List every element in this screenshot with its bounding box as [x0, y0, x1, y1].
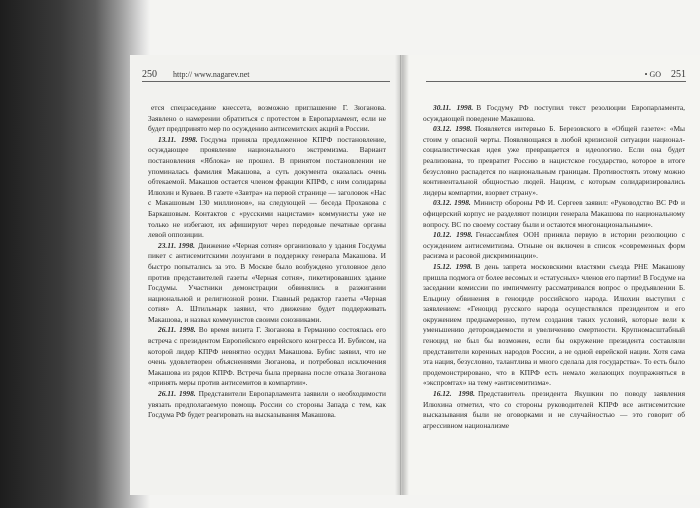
entry-date: 10.12. 1998. — [433, 230, 473, 240]
right-header-rule — [426, 81, 686, 82]
entry-date: 15.12. 1998. — [433, 261, 473, 271]
entry-date: 03.12. 1998. — [433, 124, 472, 134]
left-page-url: http:// www.nagarev.net — [173, 70, 250, 79]
entry-date: 13.11. 1998. — [158, 134, 198, 144]
left-page — [130, 55, 401, 495]
right-page-number: 251 — [671, 69, 686, 80]
paragraph: 03.12. 1998. Появляется интервью Б. Березовского в «Общей газете»: «Мы стоим у опасной черты. Появляющаяся в любой кризисной ситуации национал-социалистическая идея уже превращается в идеологию. Если она будет реализована, то превратит Россию в нацистское государство, которое в итоге безусловно распадется по национальным границам. Противостоять этому можно континентальной общностью людей. Нацизм, с которым солидаризировались лидеры компартии, взорвет страну». — [423, 124, 685, 197]
left-page-number: 250 — [142, 69, 157, 80]
paragraph: 03.12. 1998. Министр обороны РФ И. Сергеев заявил: «Руководство ВС РФ и офицерский корпус не разделяют позиции генерала Макашова по национальному вопросу. ВС по своему составу были и остаются многонациональными». — [423, 198, 685, 229]
entry-date: 16.12. 1998. — [433, 389, 475, 399]
entry-date: 26.11. 1998. — [158, 325, 196, 335]
paragraph: ется спецзаседание кнессета, возможно приглашение Г. Зюганова. Заявлено о намерении обратиться с протестом в Европарламент, если не будет предпринято мер по осуждению антисемитских акций в России. — [148, 103, 386, 134]
entry-date: 26.11. 1998. — [158, 389, 196, 399]
paragraph: 26.11. 1998. Во время визита Г. Зюганова в Германию состоялась его встреча с президентом Европейского еврейского конгресса И. Бубисом, на которой лидер КПРФ невнятно осудил Макашова. Бубис заявил, что не очень удовлетворен объяснениями Зюганова, и потребовал исключения Макашова из рядов КПРФ. Встреча была прервана после отказа Зюганова «принять меры против антисемитов в компартии». — [148, 325, 386, 388]
paragraph: 16.12. 1998. Представитель президента Якушкин по поводу заявления Илюхина отметил, что со стороны руководителей КПРФ все антисемитские высказывания были не оговорками и не случайностью — это говорит об агрессивном национализме — [423, 389, 685, 430]
right-page-header — [645, 69, 686, 80]
left-header-rule — [142, 81, 390, 82]
paragraph: 30.11. 1998. В Госдуму РФ поступил текст резолюции Европарламента, осуждающей поведение Макашова. — [423, 103, 686, 123]
paragraph: 26.11. 1998. Представители Европарламента заявили о необходимости увязать предполагаемую помощь России со стороны Запада с тем, как Госдума РФ будет реагировать на высказывания Макашова. — [148, 389, 386, 420]
right-running-head: • GO — [644, 70, 661, 79]
paragraph: 23.11. 1998. Движение «Черная сотня» организовало у здания Госдумы пикет с антисемитскими лозунгами в поддержку генерала Макашова. И быстро попытались за это. В Москве было возбуждено уголовное дело против представителей газеты «Черная сотня», пикетировавших здание Госдумы. Участники демонстрации обвинялись в разжигании национальной и религиозной розни. Главный редактор газеты «Черная сотня» А. Штильмарк заявил, что движение будет поддерживать Макашова, и назвал коммунистов своими союзниками. — [148, 240, 386, 324]
entry-date: 23.11. 1998. — [158, 240, 196, 250]
left-page-text — [148, 103, 386, 421]
left-page-header — [142, 69, 250, 80]
entry-date: 03.12. 1998. — [433, 198, 471, 208]
book-gutter-shadow — [395, 55, 409, 495]
paragraph: 15.12. 1998. В день запрета московскими властями съезда РНЕ Макашову пришла подмога от более весомых и «статусных» членов его партии! В Госдуме на заседании комиссии по импичменту рассматривался вопрос о предъявлении Б. Ельцину обвинения в геноциде российского народа. Илюхин выступил с заявлением: «Геноцид русского народа осуществлялся президентом и его окружением преднамеренно, путем создания таких условий, которые вели к уменьшению деторождаемости и увеличению смертности. Крупномасштабный геноцид не был бы возможен, если бы окружение президента составляли представители коренных народов России, а не одной еврейской нации. Хотя сама эта нация, безусловно, талантлива и много сделала для государства». То есть было продемонстрировано, что в КПРФ есть немало желающих поупражняться в «экспромтах» на тему «антисемитизма». — [423, 261, 686, 388]
right-page-text — [423, 103, 685, 431]
paragraph: 13.11. 1998. Госдума приняла предложенное КПРФ постановление, осуждающее проявление национального экстремизма. Вариант постановления «Яблока» не прошел. В принятом постановлении не упоминалась фамилия Макашова, а суть документа оказалась очень обтекаемой. Макашов остается членом фракции КПРФ, с ним солидарны Илюхин и Куваев. В газете «Завтра» на первой странице — заголовок «Нас с Макашовым 130 миллионов», на следующей — беседа Прохакова с Баркашовым. Контактов с «русскими нацистами» коммунисты уже не только не избегают, их афишируют через передовые печатные органы левой оппозиции. — [148, 134, 387, 240]
right-page — [401, 55, 700, 495]
entry-date: 30.11. 1998. — [433, 103, 474, 112]
paragraph: 10.12. 1998. Генассамблея ООН приняла первую в истории резолюцию с осуждением антисемитизма. Отныне он включен в список «современных форм расизма и расовой дискриминации». — [423, 230, 686, 261]
